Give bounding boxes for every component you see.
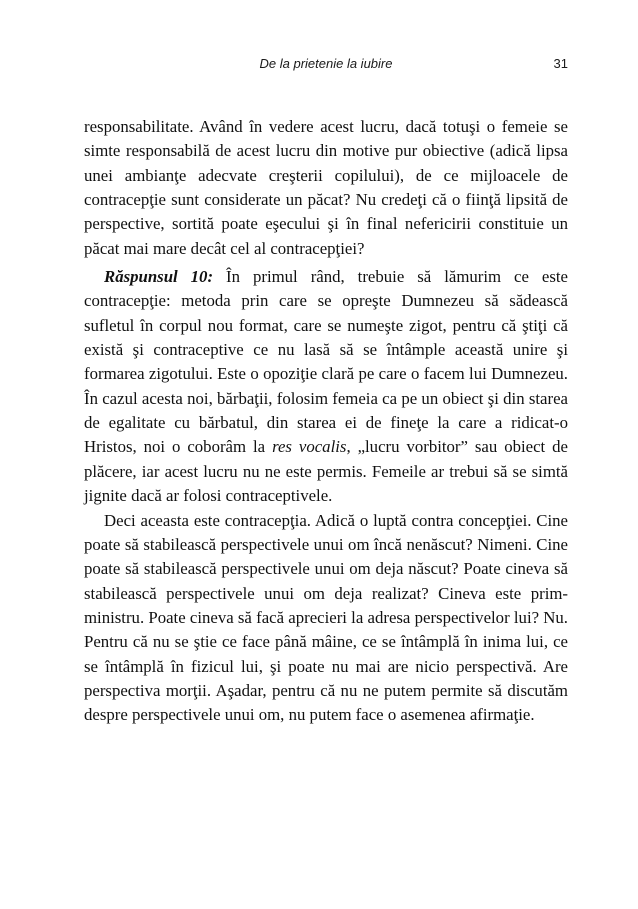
body-text [84,115,568,728]
page-number: 31 [553,56,568,71]
paragraph-conclusion: Deci aceasta este contracepţia. Adică o luptă contra concepţiei. Cine poate să stabilească perspectivele unui om încă nenăscut? Nimeni. Cine poate să stabilească perspectivele unui om deja născut? Poate cineva să stabilească perspectivele unui om deja realizat? Cineva este prim-ministru. Poate cineva să facă aprecieri la adresa perspectivelor lui? Nu. Pentru că nu se ştie ce face până mâine, ce se întâmplă în inima lui, ce se întâmplă în fizicul lui, şi poate nu mai are nicio perspectivă. Are perspectiva morţii. Aşadar, pentru că nu ne putem permite să discutăm despre perspectivele unui om, nu putem face o asemenea afirmaţie. [84,510,568,725]
running-title: De la prietenie la iubire [259,56,393,71]
running-header [84,56,568,80]
latin-term: res vocalis [272,437,347,457]
paragraph-answer [84,265,568,508]
paragraph-continuation: responsabilitate. Având în vedere acest lucru, dacă totuşi o femeie se simte responsabilă de acest lucru din motive pur obiective (adică lipsa unei ambianţe adecvate creşterii copilului), de ce mijloacele de contracepţie sunt considerate un păcat? Nu credeţi că o fiinţă lipsită de perspective, sortită poate eşecului şi în final nefericirii constituie un păcat mai mare decât cel al contracepţiei? [84,117,568,258]
answer-label: Răspunsul 10: [104,267,214,287]
answer-text-part-2: , „lucru vorbitor” sau obiect de plăcere, iar acest lucru nu ne este permis. Femeile ar trebui să se simtă jignite dacă ar folosi contraceptivele. [84,437,569,506]
answer-text-part-1: În primul rând, trebuie să lămurim ce este contracepţie: metoda prin care se opreşte Dumnezeu să sădească sufletul în corpul nou format, care se numeşte zigot, pentru că ştiţi că există şi contraceptive ce nu lasă să se întâmple această unire şi formarea zigotului. Este o opoziţie clară pe care o facem lui Dumnezeu. În cazul acesta noi, bărbaţii, folosim femeia ca pe un obiect şi din starea de egalitate cu bărbatul, din starea ei de fineţe la care a ridicat-o Hristos, noi o coborâm la [84,267,568,457]
